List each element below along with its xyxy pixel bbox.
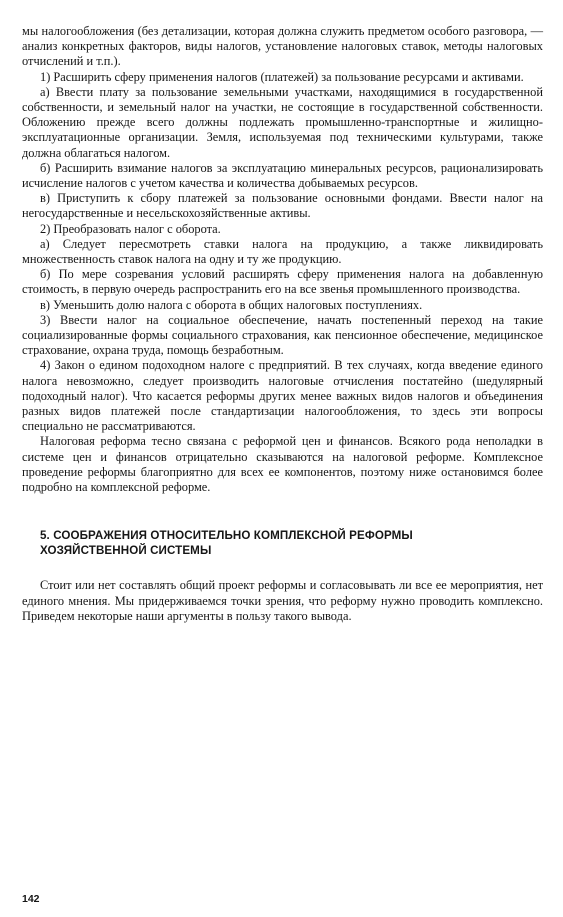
section-heading-line-1: 5. СООБРАЖЕНИЯ ОТНОСИТЕЛЬНО КОМПЛЕКСНОЙ РЕФОРМЫ — [40, 529, 413, 543]
body-text — [22, 24, 543, 495]
paragraph-item-1b: б) Расширить взимание налогов за эксплуатацию минеральных ресурсов, рационализировать исчисление налогов с учетом качества и количества добываемых ресурсов. — [22, 160, 543, 191]
paragraph-item-1: 1) Расширить сферу применения налогов (платежей) за пользование ресурсами и активами. — [40, 69, 524, 84]
section-paragraph: Стоит или нет составлять общий проект реформы и согласовывать ли все ее мероприятия, нет единого мнения. Мы придерживаемся точки зрения, что реформу нужно проводить комплексно. Приведем некоторые наши аргументы в пользу такого вывода. — [22, 578, 543, 623]
paragraph-item-4: 4) Закон о едином подоходном налоге с предприятий. В тех случаях, когда введение единого налога невозможно, следует производить налоговые отчисления постатейно (шедулярный подоходный налог). Что касается реформы других менее важных видов налогов и объединения разных видов платежей после стандартизации налогообложения, то здесь эти вопросы специально не рассматриваются. — [22, 358, 543, 434]
paragraph-continued: мы налогообложения (без детализации, которая должна служить предметом особого разговора, — анализ конкретных факторов, виды налогов, установление налоговых ставок, методы налоговых отчислений и т.п.). — [22, 24, 543, 69]
section-heading — [22, 529, 543, 558]
section-text — [22, 578, 543, 624]
paragraph-item-2a: а) Следует пересмотреть ставки налога на продукцию, а также ликвидировать множественность ставок налога на одну и ту же продукцию. — [22, 236, 543, 267]
paragraph-tax-reform: Налоговая реформа тесно связана с реформой цен и финансов. Всякого рода неполадки в системе цен и финансов отрицательно сказываются на налоговой реформе. Комплексное проведение реформы благоприятно для всех ее компонентов, поэтому ниже остановимся более подробно на комплексной реформе. — [22, 434, 543, 495]
paragraph-item-2: 2) Преобразовать налог с оборота. — [40, 221, 221, 236]
paragraph-item-1a: а) Ввести плату за пользование земельными участками, находящимися в государственной собственности, и земельный налог на участки, не состоящие в государственной собственности. Обложению прежде всего должны подлежать промышленно-транспортные и жилищно-эксплуатационные организации. Земля, используемая под техническими культурами, также должна облагаться налогом. — [22, 84, 543, 160]
paragraph-item-1c: в) Приступить к сбору платежей за пользование основными фондами. Ввести налог на негосударственные и несельскохозяйственные активы. — [22, 191, 543, 221]
paragraph-item-2c: в) Уменьшить долю налога с оборота в общих налоговых поступлениях. — [40, 297, 423, 312]
paragraph-item-3: 3) Ввести налог на социальное обеспечение, начать постепенный переход на такие социализированные формы социального страхования, как пенсионное обеспечение, медицинское страхование, охрана труда, помощь безработным. — [22, 312, 543, 358]
page-number: 142 — [22, 893, 40, 905]
paragraph-item-2b: б) По мере созревания условий расширять сферу применения налога на добавленную стоимость, в первую очередь распространить его на все звенья промышленного производства. — [22, 267, 543, 297]
section-heading-line-2: ХОЗЯЙСТВЕННОЙ СИСТЕМЫ — [40, 543, 212, 557]
